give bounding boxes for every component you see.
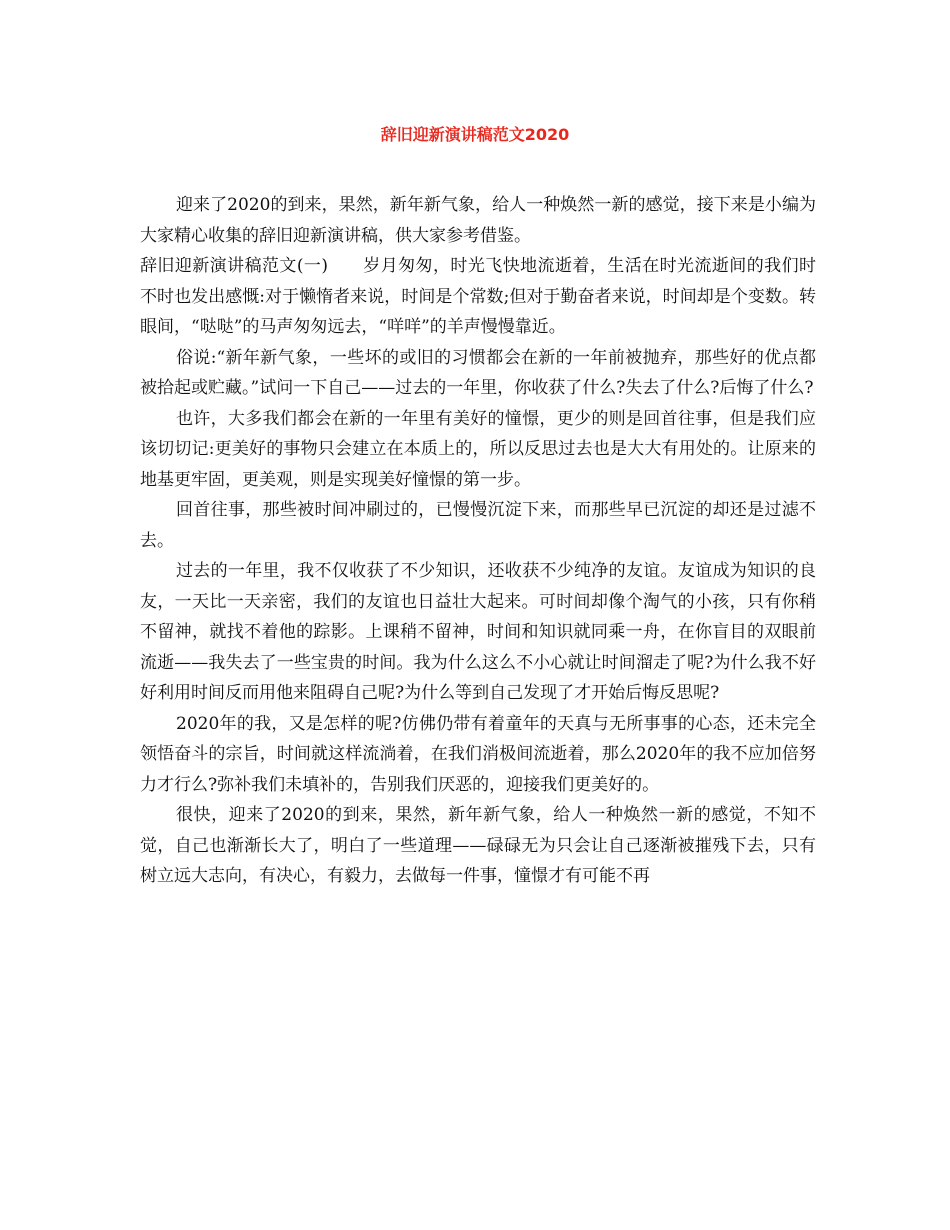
paragraph: 过去的一年里，我不仅收获了不少知识，还收获不少纯净的友谊。友谊成为知识的良友，一天比一天亲密，我们的友谊也日益壮大起来。可时间却像个淘气的小孩，只有你稍不留神，就找不着他的踪影。上课稍不留神，时间和知识就同乘一舟，在你盲目的双眼前流逝——我失去了一些宝贵的时间。我为什么这么不小心就让时间溜走了呢?为什么我不好好利用时间反而用他来阻碍自己呢?为什么等到自己发现了才开始后悔反思呢? [140,561,816,703]
paragraph-intro: 迎来了2020的到来，果然，新年新气象，给人一种焕然一新的感觉，接下来是小编为大家精心收集的辞旧迎新演讲稿，供大家参考借鉴。 [140,195,816,246]
paragraph-section-one: 辞旧迎新演讲稿范文(一) 岁月匆匆，时光飞快地流逝着，生活在时光流逝间的我们时不时也发出感慨:对于懒惰者来说，时间是个常数;但对于勤奋者来说，时间却是个变数。转眼间，“哒哒”的马声匆匆远去，“咩咩”的羊声慢慢靠近。 [140,256,816,337]
paragraph: 2020年的我，又是怎样的呢?仿佛仍带有着童年的天真与无所事事的心态，还未完全领悟奋斗的宗旨，时间就这样流淌着，在我们消极间流逝着，那么2020年的我不应加倍努力才行么?弥补我们未填补的，告别我们厌恶的，迎接我们更美好的。 [140,713,816,795]
document-title: 辞旧迎新演讲稿范文2020 [380,125,570,144]
paragraph: 很快，迎来了2020的到来，果然，新年新气象，给人一种焕然一新的感觉，不知不觉，自己也渐渐长大了，明白了一些道理——碌碌无为只会让自己逐渐被摧残下去，只有树立远大志向，有决心，有毅力，去做每一件事，憧憬才有可能不再 [140,805,816,886]
paragraph: 俗说:“新年新气象，一些坏的或旧的习惯都会在新的一年前被抛弃，那些好的优点都被拾起或贮藏。”试问一下自己——过去的一年里，你收获了什么?失去了什么?后悔了什么? [140,347,816,398]
paragraph: 回首往事，那些被时间冲刷过的，已慢慢沉淀下来，而那些早已沉淀的却还是过滤不去。 [140,500,816,551]
paragraph: 也许，大多我们都会在新的一年里有美好的憧憬，更少的则是回首往事，但是我们应该切切记:更美好的事物只会建立在本质上的，所以反思过去也是大大有用处的。让原来的地基更牢固，更美观，则是实现美好憧憬的第一步。 [140,408,816,490]
document-body [140,190,816,892]
